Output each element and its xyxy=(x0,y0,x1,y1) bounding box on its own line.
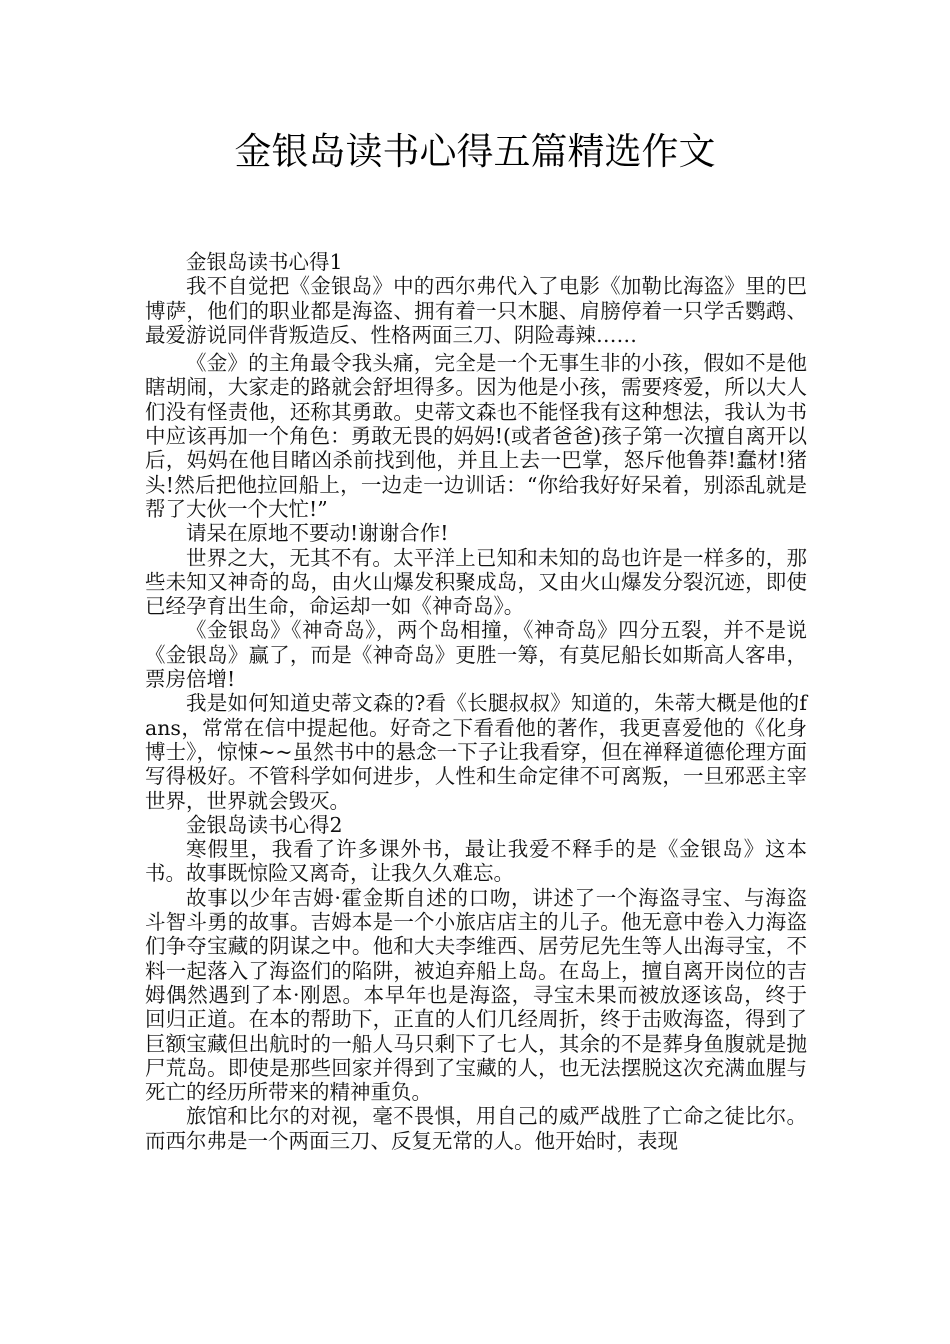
paragraph: 世界之大，无其不有。太平洋上已知和未知的岛也许是一样多的，那些未知又神奇的岛，由火山爆发积聚成岛，又由火山爆发分裂沉迹，即使已经孕育出生命，命运却一如《神奇岛》。 xyxy=(145,545,807,619)
paragraph: 我是如何知道史蒂文森的?看《长腿叔叔》知道的，朱蒂大概是他的fans，常常在信中提起他。好奇之下看看他的著作，我更喜爱他的《化身博士》，惊悚~~虽然书中的悬念一下子让我看穿，但在禅释道德伦理方面写得极好。不管科学如何进步，人性和生命定律不可离叛，一旦邪恶主宰世界，世界就会毁灭。 xyxy=(145,691,807,813)
paragraph: 故事以少年吉姆·霍金斯自述的口吻，讲述了一个海盗寻宝、与海盗斗智斗勇的故事。吉姆本是一个小旅店店主的儿子。他无意中卷入力海盗们争夺宝藏的阴谋之中。他和大夫李维西、居劳尼先生等人出海寻宝，不料一起落入了海盗们的陷阱，被迫弃船上岛。在岛上，擅自离开岗位的吉姆偶然遇到了本·刚恩。本早年也是海盗，寻宝未果而被放逐该岛，终于回归正道。在本的帮助下，正直的人们几经周折，终于击败海盗，得到了巨额宝藏但出航时的一船人马只剩下了七人，其余的不是葬身鱼腹就是抛尸荒岛。即使是那些回家并得到了宝藏的人，也无法摆脱这次充满血腥与死亡的经历所带来的精神重负。 xyxy=(145,885,807,1105)
paragraph: 请呆在原地不要动!谢谢合作! xyxy=(186,521,449,546)
paragraph: 旅馆和比尔的对视，毫不畏惧，用自己的威严战胜了亡命之徒比尔。而西尔弗是一个两面三刀、反复无常的人。他开始时，表现 xyxy=(145,1104,807,1153)
document-title: 金银岛读书心得五篇精选作文 xyxy=(234,130,716,173)
paragraph: 《金银岛》《神奇岛》，两个岛相撞，《神奇岛》四分五裂，并不是说《金银岛》赢了，而是《神奇岛》更胜一筹，有莫尼船长如斯高人客串，票房倍增! xyxy=(145,618,807,692)
document-body xyxy=(145,250,807,1153)
section-heading-2: 金银岛读书心得2 xyxy=(186,812,343,837)
paragraph: 寒假里，我看了许多课外书，最让我爱不释手的是《金银岛》这本书。故事既惊险又离奇，让我久久难忘。 xyxy=(145,837,807,886)
section-heading-1: 金银岛读书心得1 xyxy=(186,250,343,274)
paragraph: 《金》的主角最令我头痛，完全是一个无事生非的小孩，假如不是他瞎胡闹，大家走的路就会舒坦得多。因为他是小孩，需要疼爱，所以大人们没有怪责他，还称其勇敢。史蒂文森也不能怪我有这种想法，我认为书中应该再加一个角色：勇敢无畏的妈妈!(或者爸爸)孩子第一次擅自离开以后，妈妈在他目睹凶杀前找到他，并且上去一巴掌，怒斥他鲁莽!蠢材!猪头!然后把他拉回船上，一边走一边训话：“你给我好好呆着，别添乱就是帮了大伙一个大忙!” xyxy=(145,351,807,521)
paragraph: 我不自觉把《金银岛》中的西尔弗代入了电影《加勒比海盗》里的巴博萨，他们的职业都是海盗、拥有着一只木腿、肩膀停着一只学舌鹦鹉、最爱游说同伴背叛造反、性格两面三刀、阴险毒辣…… xyxy=(145,274,807,347)
